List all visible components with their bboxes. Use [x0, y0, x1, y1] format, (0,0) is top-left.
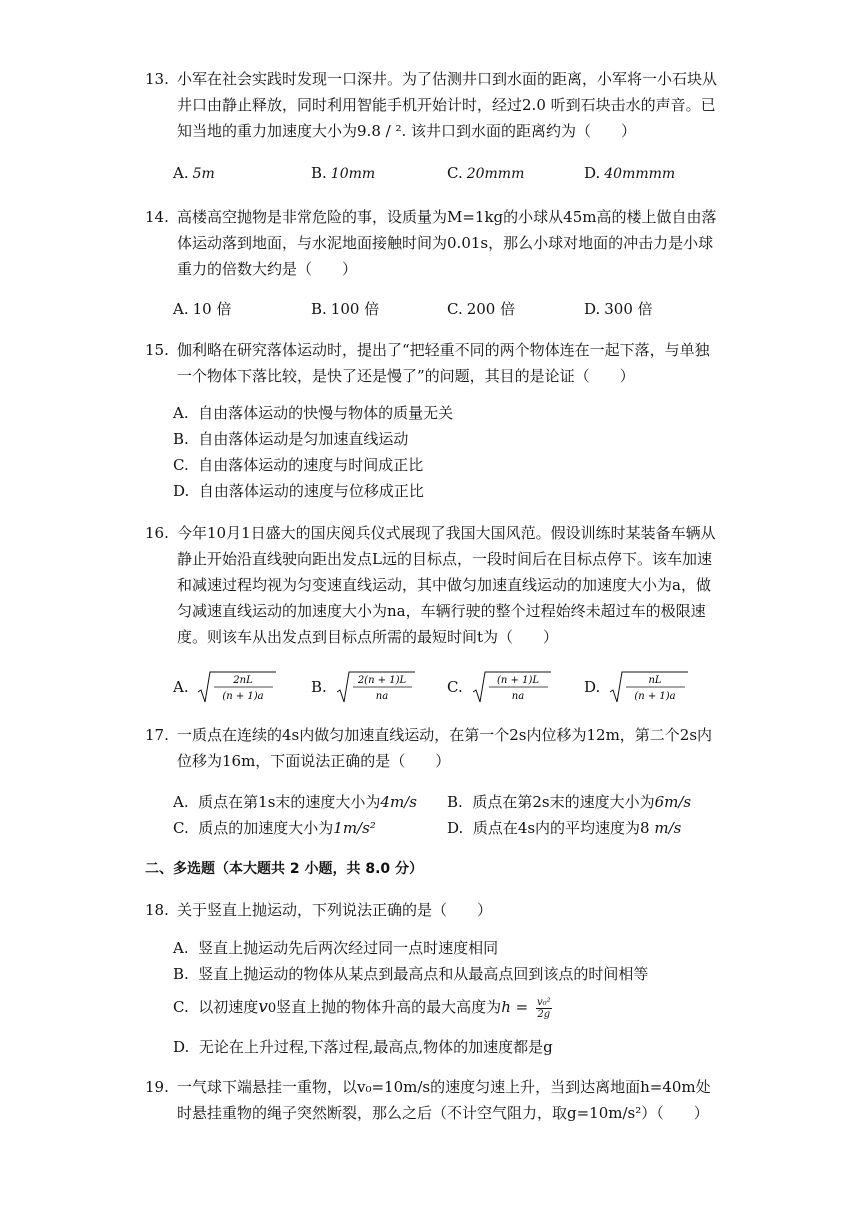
option-a[interactable]: A. 2nL (n + 1)a: [173, 670, 277, 704]
option-b[interactable]: B. 2(n + 1)L na: [311, 670, 416, 704]
options-13: [173, 164, 733, 188]
question-16: [145, 520, 720, 650]
question-number: 15.: [145, 341, 169, 359]
option-c[interactable]: C. 以初速度v0竖直上抛的物体升高的最大高度为h = $\frac{\text{v₀²}}{2g}$: [173, 996, 551, 1020]
sqrt-fraction: [609, 670, 689, 704]
option-d[interactable]: D. 无论在上升过程,下落过程,最高点,物体的加速度都是g: [173, 1038, 553, 1056]
sqrt-fraction: [197, 670, 277, 704]
question-text: 一质点在连续的4s内做匀加速直线运动，在第一个2s内位移为12m，第二个2s内位移为16m，下面说法正确的是（ ）: [177, 726, 713, 770]
question-18: [145, 897, 720, 923]
question-number: 19.: [145, 1078, 169, 1096]
option-b[interactable]: B. 自由落体运动是匀加速直线运动: [173, 430, 409, 448]
option-a[interactable]: A. 质点在第1s末的速度大小为4m/s: [173, 793, 417, 811]
svg-text:na: na: [511, 691, 524, 702]
option-a[interactable]: A. 竖直上抛运动先后两次经过同一点时速度相同: [173, 939, 499, 957]
question-number: 14.: [145, 208, 169, 226]
question-number: 18.: [145, 901, 169, 919]
svg-text:(n + 1)a: (n + 1)a: [634, 691, 676, 702]
sqrt-fraction: [336, 670, 416, 704]
question-number: 16.: [145, 524, 169, 542]
option-a[interactable]: A. 5m: [173, 164, 215, 182]
option-b[interactable]: B. 竖直上抛运动的物体从某点到最高点和从最高点回到该点的时间相等: [173, 965, 649, 983]
svg-text:(n + 1)L: (n + 1)L: [496, 675, 539, 686]
option-b[interactable]: B. 10mm: [311, 164, 376, 182]
svg-text:2(n + 1)L: 2(n + 1)L: [357, 675, 406, 686]
options-14: [173, 298, 733, 322]
option-c[interactable]: C. 200 倍: [447, 300, 516, 318]
svg-text:2nL: 2nL: [233, 675, 254, 686]
question-number: 13.: [145, 70, 169, 88]
option-c[interactable]: C. 质点的加速度大小为1m/s²: [173, 819, 376, 837]
options-16: [173, 664, 733, 704]
option-a[interactable]: A. 10 倍: [173, 300, 232, 318]
question-text: 伽利略在研究落体运动时，提出了“把轻重不同的两个物体连在一起下落，与单独一个物体下落比较，是快了还是慢了”的问题，其目的是论证（ ）: [177, 341, 710, 385]
question-text: 今年10月1日盛大的国庆阅兵仪式展现了我国大国风范。假设训练时某装备车辆从静止开始沿直线驶向距出发点L远的目标点，一段时间后在目标点停下。该车加速和减速过程均视为匀变速直线运动，其中做匀加速直线运动的加速度大小为a，做匀减速直线运动的加速度大小为na，车辆行驶的整个过程始终未超过车的极限速度。则该车从出发点到目标点所需的最短时间t为（ ）: [177, 524, 716, 646]
option-c[interactable]: C. 自由落体运动的速度与时间成正比: [173, 456, 424, 474]
option-c[interactable]: C. (n + 1)L na: [447, 670, 552, 704]
sqrt-fraction: [472, 670, 552, 704]
option-d[interactable]: D. 300 倍: [584, 300, 653, 318]
question-text: 关于竖直上抛运动，下列说法正确的是（ ）: [177, 901, 493, 919]
fraction: $\frac{\text{v₀²}}{2g}$: [536, 996, 551, 1020]
svg-text:na: na: [375, 691, 388, 702]
section-heading: 二、多选题（本大题共 2 小题，共 8.0 分）: [145, 861, 424, 877]
question-13: [145, 66, 720, 144]
option-d[interactable]: D. 自由落体运动的速度与位移成正比: [173, 482, 424, 500]
question-17: [145, 722, 720, 774]
question-14: [145, 204, 720, 282]
question-text: 小军在社会实践时发现一口深井。为了估测井口到水面的距离，小军将一小石块从井口由静止释放，同时利用智能手机开始计时，经过2.0 听到石块击水的声音。已知当地的重力加速度大小为9.8 / ². 该井口到水面的距离约为（ ）: [177, 70, 718, 140]
option-b[interactable]: B. 质点在第2s末的速度大小为6m/s: [447, 793, 692, 811]
svg-text:(n + 1)a: (n + 1)a: [222, 691, 265, 702]
option-d[interactable]: D. 质点在4s内的平均速度为8 m/s: [447, 819, 682, 837]
option-d[interactable]: D. nL (n + 1)a: [584, 670, 689, 704]
option-a[interactable]: A. 自由落体运动的快慢与物体的质量无关: [173, 404, 454, 422]
question-text: 一气球下端悬挂一重物，以v₀=10m/s的速度匀速上升，当到达离地面h=40m处时悬挂重物的绳子突然断裂，那么之后（不计空气阻力，取g=10m/s²）（ ）: [177, 1078, 711, 1122]
svg-text:nL: nL: [648, 675, 662, 686]
option-d[interactable]: D. 40mmmm: [584, 164, 676, 182]
question-text: 高楼高空抛物是非常危险的事，设质量为M=1kg的小球从45m高的楼上做自由落体运动落到地面，与水泥地面接触时间为0.01s，那么小球对地面的冲击力是小球重力的倍数大约是（ ）: [177, 208, 717, 278]
question-19: [145, 1074, 720, 1126]
question-number: 17.: [145, 726, 169, 744]
option-c[interactable]: C. 20mmm: [447, 164, 525, 182]
option-b[interactable]: B. 100 倍: [311, 300, 380, 318]
question-15: [145, 337, 720, 389]
